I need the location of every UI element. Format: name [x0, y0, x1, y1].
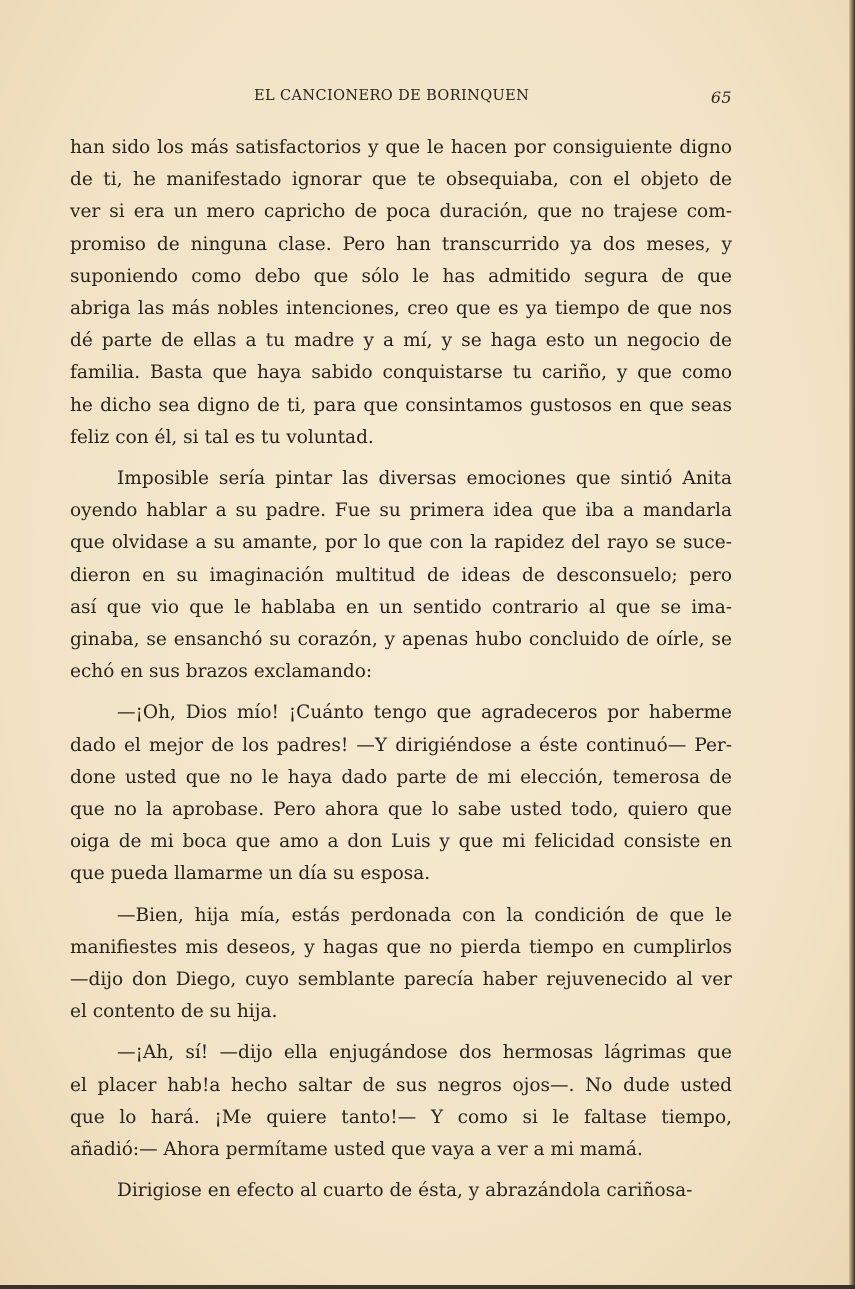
paragraph	[70, 463, 732, 688]
text-line: el placer hab!a hecho saltar de sus negros ojos—. No dude usted	[70, 1074, 732, 1096]
text-line: suponiendo como debo que sólo le has admitido segura de que	[70, 265, 732, 287]
text-line: familia. Basta que haya sabido conquistarse tu cariño, y que como	[70, 362, 732, 384]
text-line: dieron en su imaginación multitud de ideas de desconsuelo; pero	[70, 564, 732, 586]
text-line: promiso de ninguna clase. Pero han transcurrido ya dos meses, y	[70, 233, 732, 255]
page-number: 65	[710, 88, 732, 107]
text-line: oyendo hablar a su padre. Fue su primera idea que iba a mandarla	[70, 500, 732, 522]
page-edge-shadow	[849, 0, 855, 1289]
text-line: de ti, he manifestado ignorar que te obsequiaba, con el objeto de	[70, 169, 732, 191]
running-title: EL CANCIONERO DE BORINQUEN	[254, 88, 530, 104]
paragraph	[70, 1037, 732, 1166]
paragraph	[70, 697, 732, 890]
text-line: que lo hará. ¡Me quiere tanto!— Y como si le faltase tiempo,	[70, 1106, 732, 1128]
text-line: así que vio que le hablaba en un sentido contrario al que se ima-	[70, 596, 732, 618]
text-line: el contento de su hija.	[70, 1001, 278, 1023]
text-line: ver si era un mero capricho de poca duración, que no trajese com-	[70, 201, 732, 223]
text-line: done usted que no le haya dado parte de mi elección, temerosa de	[70, 766, 732, 788]
text-line: —¡Ah, sí! —dijo ella enjugándose dos hermosas lágrimas que	[117, 1042, 732, 1064]
text-line: que pueda llamarme un día su esposa.	[70, 863, 431, 885]
text-line: he dicho sea digno de ti, para que consintamos gustosos en que seas	[70, 394, 732, 416]
text-line: —Bien, hija mía, estás perdonada con la condición de que le	[117, 904, 732, 926]
paragraph	[70, 132, 732, 454]
paragraph	[70, 1175, 732, 1207]
text-line: Dirigiose en efecto al cuarto de ésta, y abrazándola cariñosa-	[117, 1180, 693, 1202]
text-line: —dijo don Diego, cuyo semblante parecía haber rejuvenecido al ver	[70, 969, 732, 991]
text-line: echó en sus brazos exclamando:	[70, 661, 373, 683]
text-line: —¡Oh, Dios mío! ¡Cuánto tengo que agradeceros por haberme	[117, 702, 732, 724]
paragraph	[70, 900, 732, 1029]
text-line: Imposible sería pintar las diversas emociones que sintió Anita	[117, 468, 732, 490]
text-line: dado el mejor de los padres! —Y dirigiéndose a éste continuó— Per-	[70, 734, 732, 756]
text-line: que olvidase a su amante, por lo que con la rapidez del rayo se suce-	[70, 532, 732, 554]
text-line: han sido los más satisfactorios y que le hacen por consiguiente digno	[70, 137, 732, 158]
text-line: añadió:— Ahora permítame usted que vaya a ver a mi mamá.	[70, 1139, 643, 1161]
running-header	[70, 88, 732, 112]
body-text	[70, 132, 732, 1208]
text-line: feliz con él, si tal es tu voluntad.	[70, 426, 374, 448]
text-line: manifiestes mis deseos, y hagas que no pierda tiempo en cumplirlos	[70, 936, 732, 958]
text-line: dé parte de ellas a tu madre y a mí, y se haga esto un negocio de	[70, 330, 732, 352]
text-line: abriga las más nobles intenciones, creo que es ya tiempo de que nos	[70, 298, 732, 320]
text-line: oiga de mi boca que amo a don Luis y que mi felicidad consiste en	[70, 831, 732, 853]
text-line: que no la aprobase. Pero ahora que lo sabe usted todo, quiero que	[70, 799, 732, 821]
page-bottom-edge	[0, 1285, 855, 1289]
text-line: ginaba, se ensanchó su corazón, y apenas hubo concluido de oírle, se	[70, 629, 732, 651]
